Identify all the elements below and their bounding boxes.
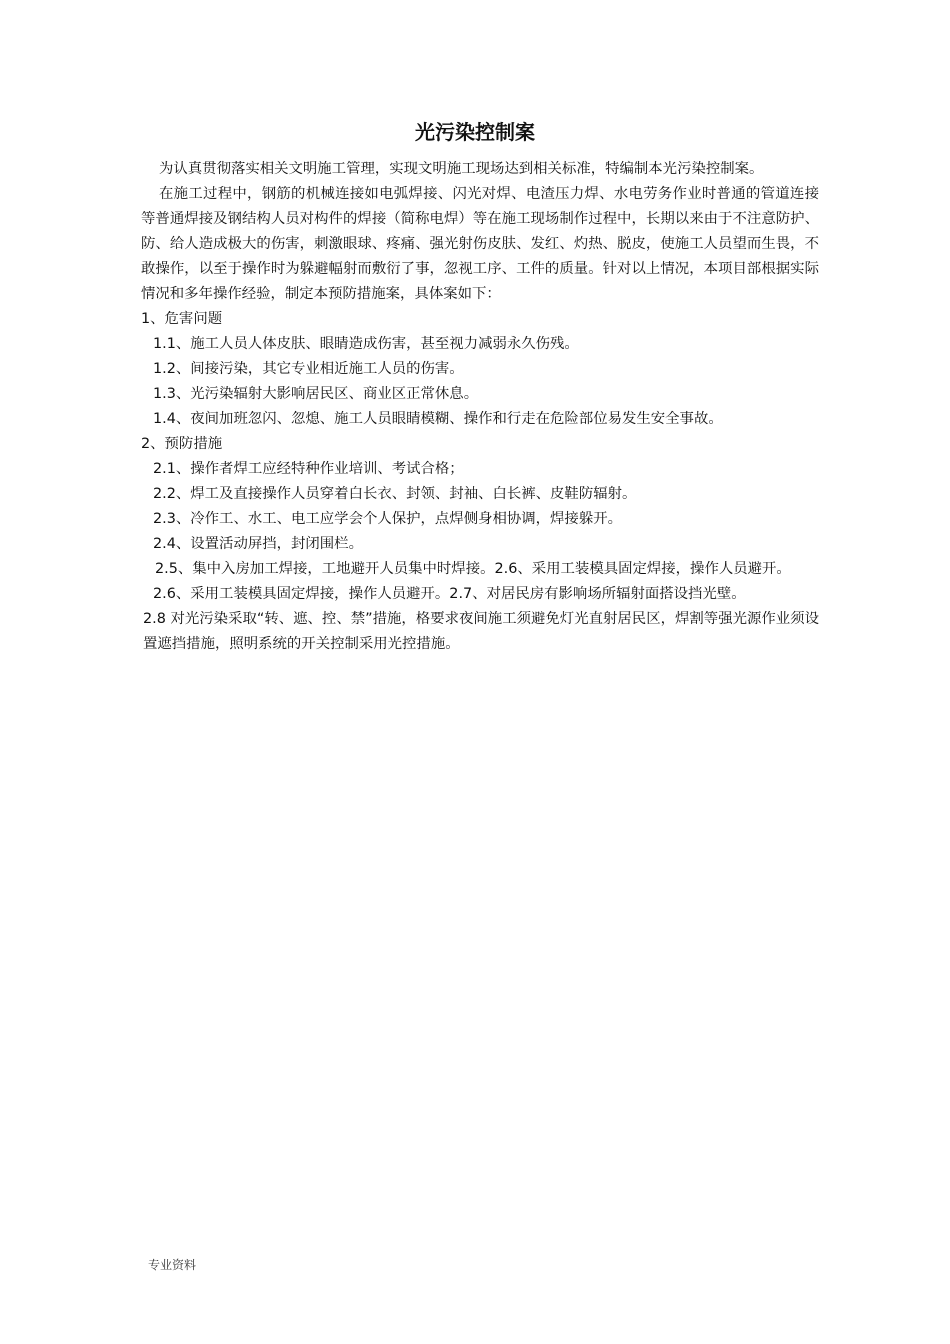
- section-heading-prevention: 2、预防措施: [141, 436, 223, 452]
- intro-paragraph: 为认真贯彻落实相关文明施工管理，实现文明施工现场达到相关标准，特编制本光污染控制案。: [159, 161, 764, 177]
- section-heading-hazards: 1、危害问题: [141, 311, 223, 327]
- hazard-item: 1.3、光污染辐射大影响居民区、商业区正常休息。: [153, 386, 479, 402]
- document-title: 光污染控制案: [415, 120, 535, 144]
- prevention-item: 2.4、设置活动屏挡，封闭围栏。: [153, 536, 363, 552]
- page-footer: 专业资料: [148, 1258, 197, 1272]
- hazard-item: 1.2、间接污染，其它专业相近施工人员的伤害。: [153, 361, 464, 377]
- prevention-item: 2.3、冷作工、水工、电工应学会个人保护，点焊侧身相协调，焊接躲开。: [153, 511, 622, 527]
- background-paragraph: 在施工过程中，钢筋的机械连接如电弧焊接、闪光对焊、电渣压力焊、水电劳务作业时普通的管道连接等普通焊接及钢结构人员对构件的焊接（简称电焊）等在施工现场制作过程中，长期以来由于不注意防护、防、给人造成极大的伤害，刺激眼球、疼痛、强光射伤皮肤、发红、灼热、脱皮，使施工人员望而生畏，不敢操作，以至于操作时为躲避幅射而敷衍了事，忽视工序、工件的质量。针对以上情况，本项目部根据实际情况和多年操作经验，制定本预防措施案，具体案如下：: [141, 186, 819, 302]
- prevention-item: 2.2、焊工及直接操作人员穿着白长衣、封领、封袖、白长裤、皮鞋防辐射。: [153, 486, 637, 502]
- prevention-item: 2.5、集中入房加工焊接，工地避开人员集中时焊接。2.6、采用工装模具固定焊接，操作人员避开。: [155, 561, 791, 577]
- prevention-item: 2.8 对光污染采取“转、遮、控、禁”措施，格要求夜间施工须避免灯光直射居民区，焊割等强光源作业须设置遮挡措施，照明系统的开关控制采用光控措施。: [143, 611, 819, 652]
- hazard-item: 1.4、夜间加班忽闪、忽熄、施工人员眼睛模糊、操作和行走在危险部位易发生安全事故。: [153, 411, 723, 427]
- document-body: [141, 157, 819, 657]
- prevention-item: 2.1、操作者焊工应经特种作业培训、考试合格；: [153, 461, 464, 477]
- hazard-item: 1.1、施工人员人体皮肤、眼睛造成伤害，甚至视力减弱永久伤残。: [153, 336, 579, 352]
- prevention-item: 2.6、采用工装模具固定焊接，操作人员避开。2.7、对居民房有影响场所辐射面搭设挡光壁。: [153, 586, 746, 602]
